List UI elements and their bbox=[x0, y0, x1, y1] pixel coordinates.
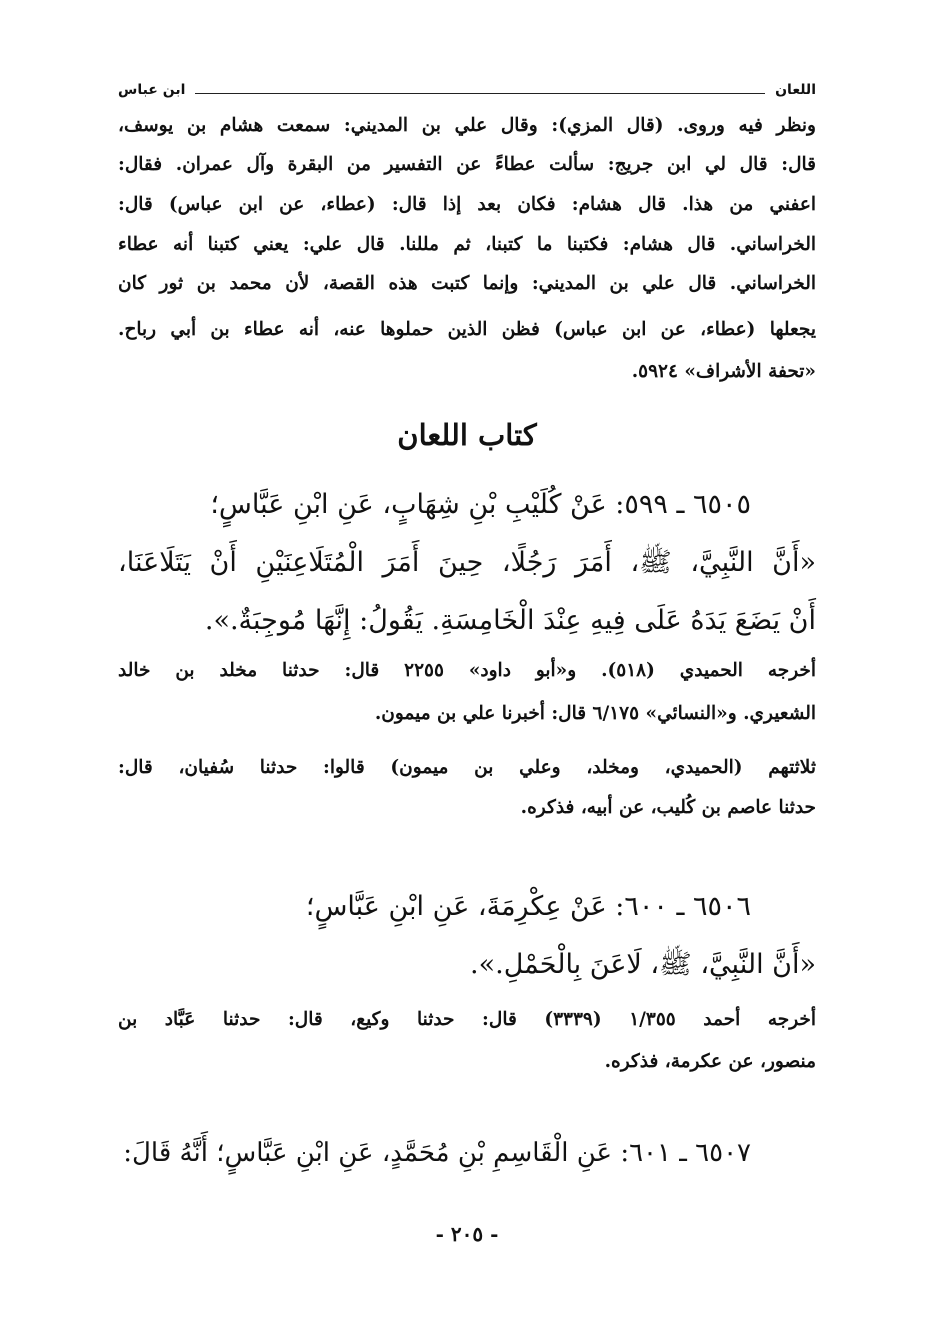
intro-citation: «تحفة الأشراف» ٥٩٢٤. bbox=[631, 361, 816, 382]
takhrij-line: أخرجه الحميدي (٥١٨). و«أبو داود» ٢٢٥٥ قال: حدثنا مخلد بن خالد bbox=[118, 660, 816, 681]
hadith-6505-matn: «أَنَّ النَّبِيَّ، ﷺ، أَمَرَ رَجُلًا، حِينَ أَمَرَ الْمُتَلَاعِنَيْنِ أَنْ يَتَلَاعَنَا، bbox=[118, 547, 816, 578]
hadith-6506-matn: «أَنَّ النَّبِيَّ، ﷺ، لَاعَنَ بِالْحَمْلِ.». bbox=[470, 949, 816, 980]
hadith-6505-matn: أَنْ يَضَعَ يَدَهُ عَلَى فِيهِ عِنْدَ الْخَامِسَةِ. يَقُولُ: إِنَّهَا مُوجِبَةٌ.». bbox=[204, 605, 816, 636]
takhrij-line: الشعيري. و«النسائي» ٦/١٧٥ قال: أخبرنا علي بن ميمون. bbox=[374, 703, 816, 724]
hadith-6505-isnad: ٦٥٠٥ ـ ٥٩٩: عَنْ كُلَيْبِ بْنِ شِهَابٍ، عَنِ ابْنِ عَبَّاسٍ؛ bbox=[210, 489, 751, 520]
hadith-6507-isnad: ٦٥٠٧ ـ ٦٠١: عَنِ الْقَاسِمِ بْنِ مُحَمَّدٍ، عَنِ ابْنِ عَبَّاسٍ؛ أَنَّهُ قَالَ: bbox=[123, 1138, 751, 1168]
takhrij-line: منصور، عن عكرمة، فذكره. bbox=[604, 1051, 816, 1072]
intro-line: ونظر فيه وروى. (قال المزي): وقال علي بن المديني: سمعت هشام بن يوسف، bbox=[118, 115, 816, 136]
hadith-6506-isnad: ٦٥٠٦ ـ ٦٠٠: عَنْ عِكْرِمَةَ، عَنِ ابْنِ عَبَّاسٍ؛ bbox=[305, 891, 751, 922]
takhrij-line: ثلاثتهم (الحميدي، ومخلد، وعلي بن ميمون) قالوا: حدثنا سُفيان، قال: bbox=[118, 757, 816, 778]
intro-line: الخراساني. قال هشام: فكتبنا ما كتبنا، ثم مللنا. قال علي: يعني كتبنا أنه عطاء bbox=[118, 234, 816, 255]
intro-line: الخراساني. قال علي بن المديني: وإنما كتبت هذه القصة، لأن محمد بن ثور كان bbox=[118, 273, 816, 294]
intro-line: اعفني من هذا. قال هشام: فكان بعد إذا قال: (عطاء، عن ابن عباس) قال: bbox=[118, 194, 816, 215]
header-section-label: ابن عباس bbox=[118, 82, 186, 98]
section-title: كتاب اللعان bbox=[397, 418, 537, 452]
running-header bbox=[118, 78, 816, 102]
takhrij-line: حدثنا عاصم بن كُليب، عن أبيه، فذكره. bbox=[520, 797, 816, 818]
intro-line: يجعلها (عطاء، عن ابن عباس) فظن الذين حملوها عنه، أنه عطاء بن أبي رباح. bbox=[118, 319, 816, 340]
page-number: - ٢٠٥ - bbox=[435, 1222, 499, 1246]
intro-line: قال: قال لي ابن جريج: سألت عطاءً عن التفسير من البقرة وآل عمران. فقال: bbox=[118, 154, 816, 175]
header-chapter-label: اللعان bbox=[775, 82, 816, 98]
takhrij-line: أخرجه أحمد ١/٣٥٥ (٣٣٣٩) قال: حدثنا وكيع، قال: حدثنا عَبَّاد بن bbox=[118, 1009, 816, 1030]
header-rule bbox=[195, 93, 765, 94]
